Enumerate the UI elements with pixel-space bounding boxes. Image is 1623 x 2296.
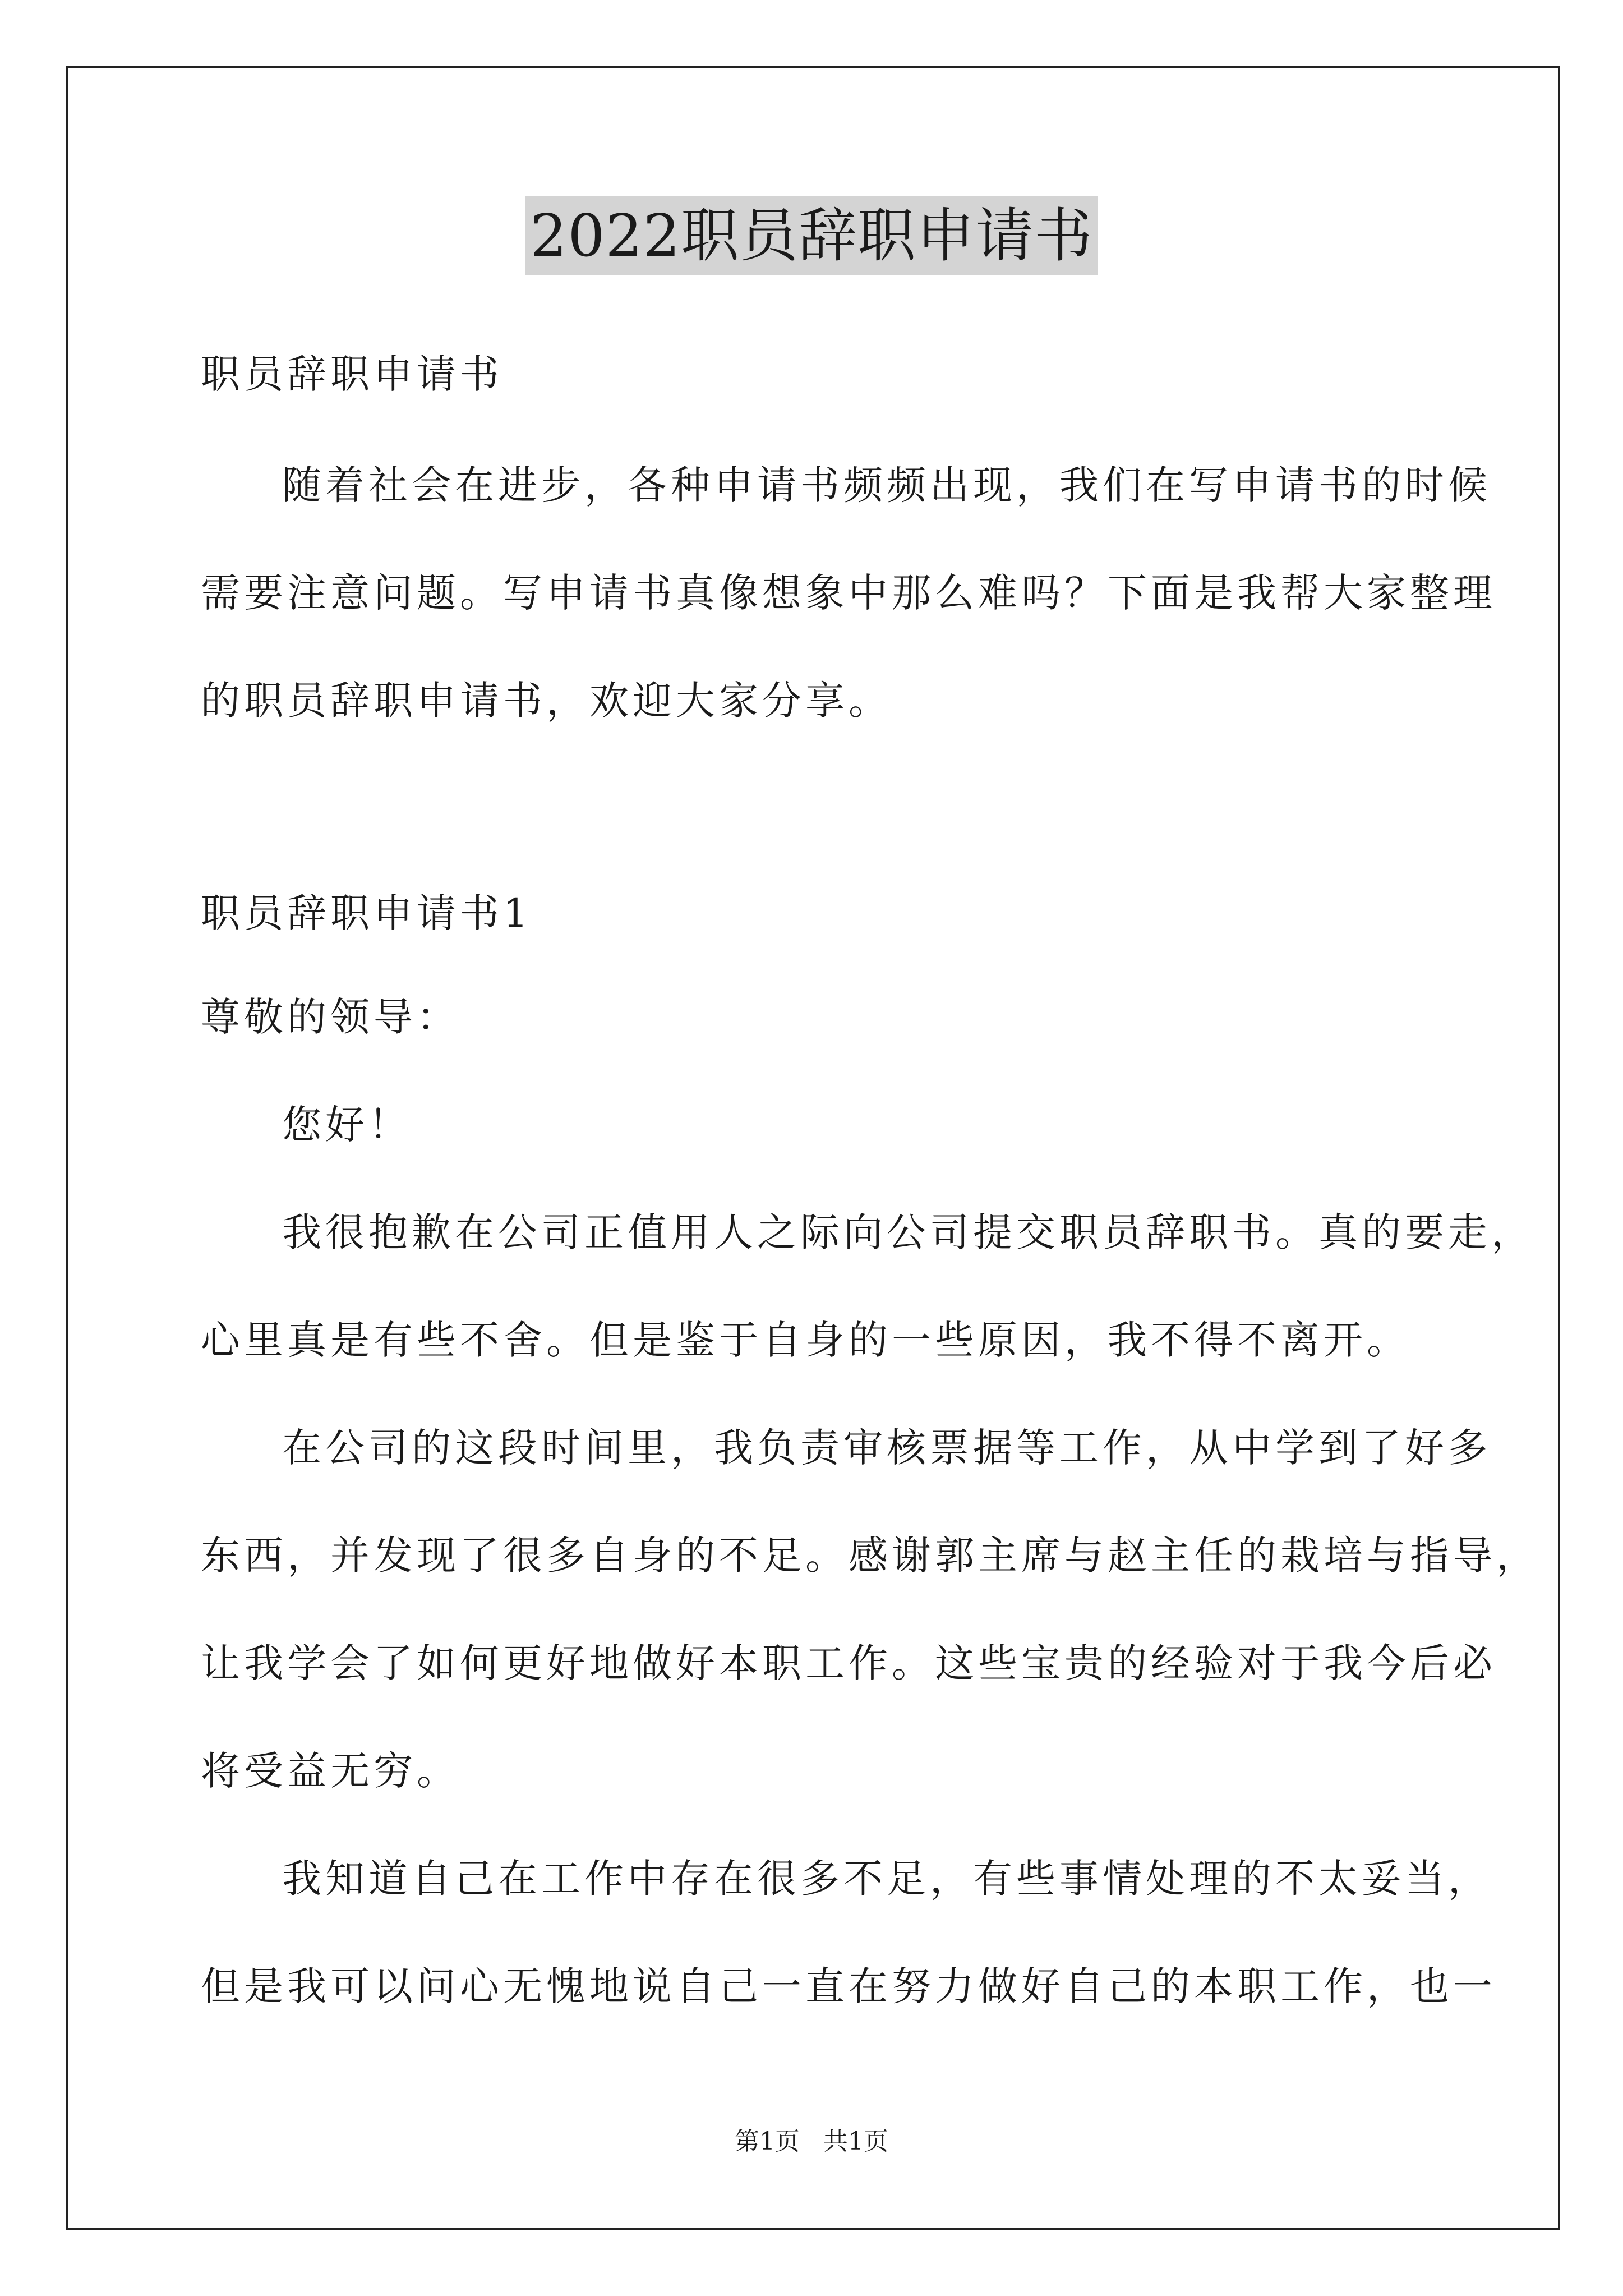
title-container [0, 196, 1623, 275]
body-line-7: 我知道自己在工作中存在很多不足，有些事情处理的不太妥当， [282, 1856, 1491, 1902]
body-line-2: 心里真是有些不舍。但是鉴于自身的一些原因，我不得不离开。 [201, 1317, 1410, 1363]
body-line-4: 东西，并发现了很多自身的不足。感谢郭主席与赵主任的栽培与指导， [201, 1533, 1539, 1579]
subsection-heading: 职员辞职申请书1 [201, 890, 532, 936]
body-line-1: 我很抱歉在公司正值用人之际向公司提交职员辞职书。真的要走， [282, 1209, 1534, 1255]
intro-line-1: 随着社会在进步，各种申请书频频出现，我们在写申请书的时候 [282, 462, 1491, 508]
body-line-5: 让我学会了如何更好地做好本职工作。这些宝贵的经验对于我今后必 [201, 1640, 1496, 1686]
intro-line-2: 需要注意问题。写申请书真像想象中那么难吗？下面是我帮大家整理 [201, 570, 1496, 616]
greeting: 您好！ [282, 1102, 412, 1148]
page-total: 共1页 [823, 2127, 888, 2156]
page-number: 第1页 [735, 2127, 800, 2156]
intro-line-3: 的职员辞职申请书，欢迎大家分享。 [201, 678, 892, 724]
body-line-6: 将受益无穷。 [201, 1748, 460, 1794]
section-heading: 职员辞职申请书 [201, 351, 503, 397]
page-footer [0, 2125, 1623, 2159]
body-line-8: 但是我可以问心无愧地说自己一直在努力做好自己的本职工作，也一 [201, 1963, 1496, 2009]
body-line-3: 在公司的这段时间里，我负责审核票据等工作，从中学到了好多 [282, 1425, 1491, 1471]
salutation: 尊敬的领导： [201, 994, 460, 1040]
document-title: 2022职员辞职申请书 [525, 196, 1098, 275]
